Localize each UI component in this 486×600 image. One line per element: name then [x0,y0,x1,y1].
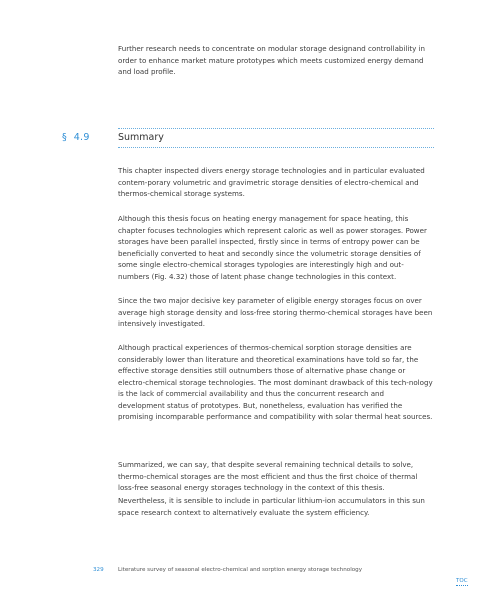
body-paragraph: Although practical experiences of thermos-chemical sorption storage densities are considerably lower than literature and theoretical examinations have told so far, the effective storage densities still outnumbers those of alternative phase change or electro-chemical storage technologies. The most dominant drawback of this tech-nology is the lack of commercial availability and thus the concurrent research and development status of prototypes. But, nonetheless, evaluation has verified the promising incomparable performance and compatibility with solar thermal heat sources. [118,343,433,421]
intro-paragraph: Further research needs to concentrate on modular storage designand controllability in order to enhance market mature prototypes which meets customized energy demand and load profile. [118,44,426,76]
body-paragraph: Nevertheless, it is sensible to include in particular lithium-ion accumulators in this sun space research context to alternatively evaluate the system efficiency. [118,496,425,517]
running-footer-title: Literature survey of seasonal electro-chemical and sorption energy storage technology [118,567,363,573]
body-paragraph: Summarized, we can say, that despite several remaining technical details to solve, thermo-chemical storages are the most efficient and thus the first choice of thermal loss-free seasonal energy storages technology in the context of this thesis. [118,460,418,492]
section-title: Summary [118,132,164,143]
section-divider-top [118,128,434,129]
body-paragraph: Although this thesis focus on heating energy management for space heating, this chapter focuses technologies which represent caloric as well as power storages. Power storages have been parallel inspected, firstly since in terms of entropy power can be beneficially converted to heat and secondly since the volumetric storage densities of some single electro-chemical storages typologies are interestingly high and out-numbers (Fig. 4.32) those of latent phase change technologies in this context. [118,214,427,281]
section-heading [62,124,434,152]
body-paragraph: This chapter inspected divers energy storage technologies and in particular evaluated contem-porary volumetric and gravimetric storage densities of electro-chemical and thermos-chemical storage systems. [118,166,425,198]
section-number: § 4.9 [62,132,90,143]
page-number: 329 [93,567,104,573]
section-divider-bottom [118,147,434,148]
body-paragraph: Since the two major decisive key parameter of eligible energy storages focus on over average high storage density and loss-free storing thermo-chemical storages have been intensively investigated. [118,296,433,328]
toc-link[interactable]: TOC [456,578,468,584]
